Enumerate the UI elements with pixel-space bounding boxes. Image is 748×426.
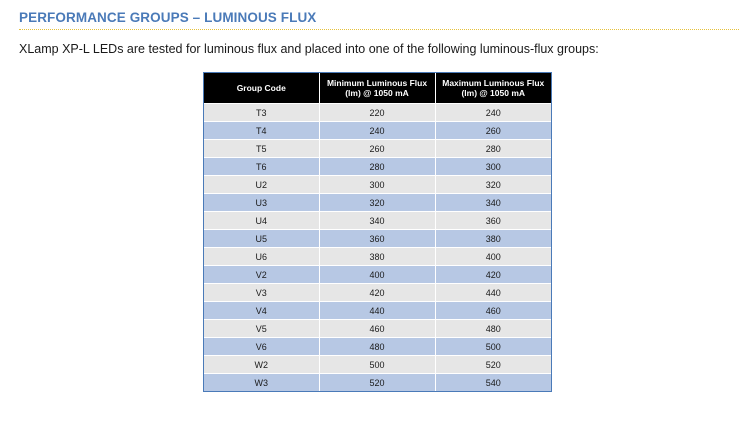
max-flux-cell: 320	[435, 176, 551, 194]
luminous-flux-table	[203, 72, 552, 392]
table-row	[204, 374, 551, 392]
table-row	[204, 158, 551, 176]
group-code-cell: U5	[204, 230, 319, 248]
header-max-flux	[435, 73, 551, 104]
group-code-cell: W2	[204, 356, 319, 374]
header-min-flux	[319, 73, 435, 104]
max-flux-cell: 360	[435, 212, 551, 230]
min-flux-cell: 280	[319, 158, 435, 176]
max-flux-cell: 380	[435, 230, 551, 248]
table-row	[204, 248, 551, 266]
group-code-cell: V3	[204, 284, 319, 302]
group-code-cell: U3	[204, 194, 319, 212]
intro-paragraph: XLamp XP-L LEDs are tested for luminous flux and placed into one of the following luminous-flux groups:	[19, 42, 599, 56]
max-flux-cell: 420	[435, 266, 551, 284]
header-group-code	[204, 73, 319, 104]
flux-groups-table	[204, 73, 551, 391]
section-heading: PERFORMANCE GROUPS – LUMINOUS FLUX	[19, 10, 317, 25]
min-flux-cell: 220	[319, 104, 435, 122]
group-code-cell: V2	[204, 266, 319, 284]
min-flux-cell: 300	[319, 176, 435, 194]
table-row	[204, 212, 551, 230]
max-flux-cell: 520	[435, 356, 551, 374]
table-header-row	[204, 73, 551, 104]
max-flux-cell: 340	[435, 194, 551, 212]
min-flux-cell: 240	[319, 122, 435, 140]
table-row	[204, 140, 551, 158]
group-code-cell: U6	[204, 248, 319, 266]
min-flux-cell: 460	[319, 320, 435, 338]
table-row	[204, 266, 551, 284]
group-code-cell: U2	[204, 176, 319, 194]
max-flux-cell: 260	[435, 122, 551, 140]
group-code-cell: T3	[204, 104, 319, 122]
min-flux-cell: 400	[319, 266, 435, 284]
group-code-cell: U4	[204, 212, 319, 230]
group-code-cell: V4	[204, 302, 319, 320]
table-row	[204, 338, 551, 356]
min-flux-cell: 320	[319, 194, 435, 212]
min-flux-cell: 380	[319, 248, 435, 266]
group-code-cell: T4	[204, 122, 319, 140]
max-flux-cell: 440	[435, 284, 551, 302]
max-flux-cell: 500	[435, 338, 551, 356]
min-flux-cell: 420	[319, 284, 435, 302]
group-code-cell: W3	[204, 374, 319, 392]
table-row	[204, 230, 551, 248]
table-row	[204, 194, 551, 212]
min-flux-cell: 360	[319, 230, 435, 248]
table-row	[204, 284, 551, 302]
max-flux-cell: 400	[435, 248, 551, 266]
group-code-cell: T6	[204, 158, 319, 176]
table-row	[204, 356, 551, 374]
min-flux-cell: 440	[319, 302, 435, 320]
min-flux-cell: 500	[319, 356, 435, 374]
header-group-code-label: Group Code	[236, 83, 286, 93]
header-max-flux-line2: (lm) @ 1050 mA	[461, 88, 526, 98]
min-flux-cell: 340	[319, 212, 435, 230]
min-flux-cell: 480	[319, 338, 435, 356]
max-flux-cell: 240	[435, 104, 551, 122]
table-row	[204, 122, 551, 140]
max-flux-cell: 280	[435, 140, 551, 158]
header-max-flux-line1: Maximum Luminous Flux	[442, 78, 545, 88]
table-row	[204, 320, 551, 338]
min-flux-cell: 520	[319, 374, 435, 392]
max-flux-cell: 460	[435, 302, 551, 320]
table-row	[204, 302, 551, 320]
group-code-cell: V5	[204, 320, 319, 338]
group-code-cell: V6	[204, 338, 319, 356]
table-row	[204, 176, 551, 194]
header-min-flux-line2: (lm) @ 1050 mA	[345, 88, 409, 98]
max-flux-cell: 300	[435, 158, 551, 176]
heading-divider	[19, 29, 739, 30]
min-flux-cell: 260	[319, 140, 435, 158]
table-row	[204, 104, 551, 122]
group-code-cell: T5	[204, 140, 319, 158]
header-min-flux-line1: Minimum Luminous Flux	[326, 78, 428, 88]
max-flux-cell: 480	[435, 320, 551, 338]
max-flux-cell: 540	[435, 374, 551, 392]
